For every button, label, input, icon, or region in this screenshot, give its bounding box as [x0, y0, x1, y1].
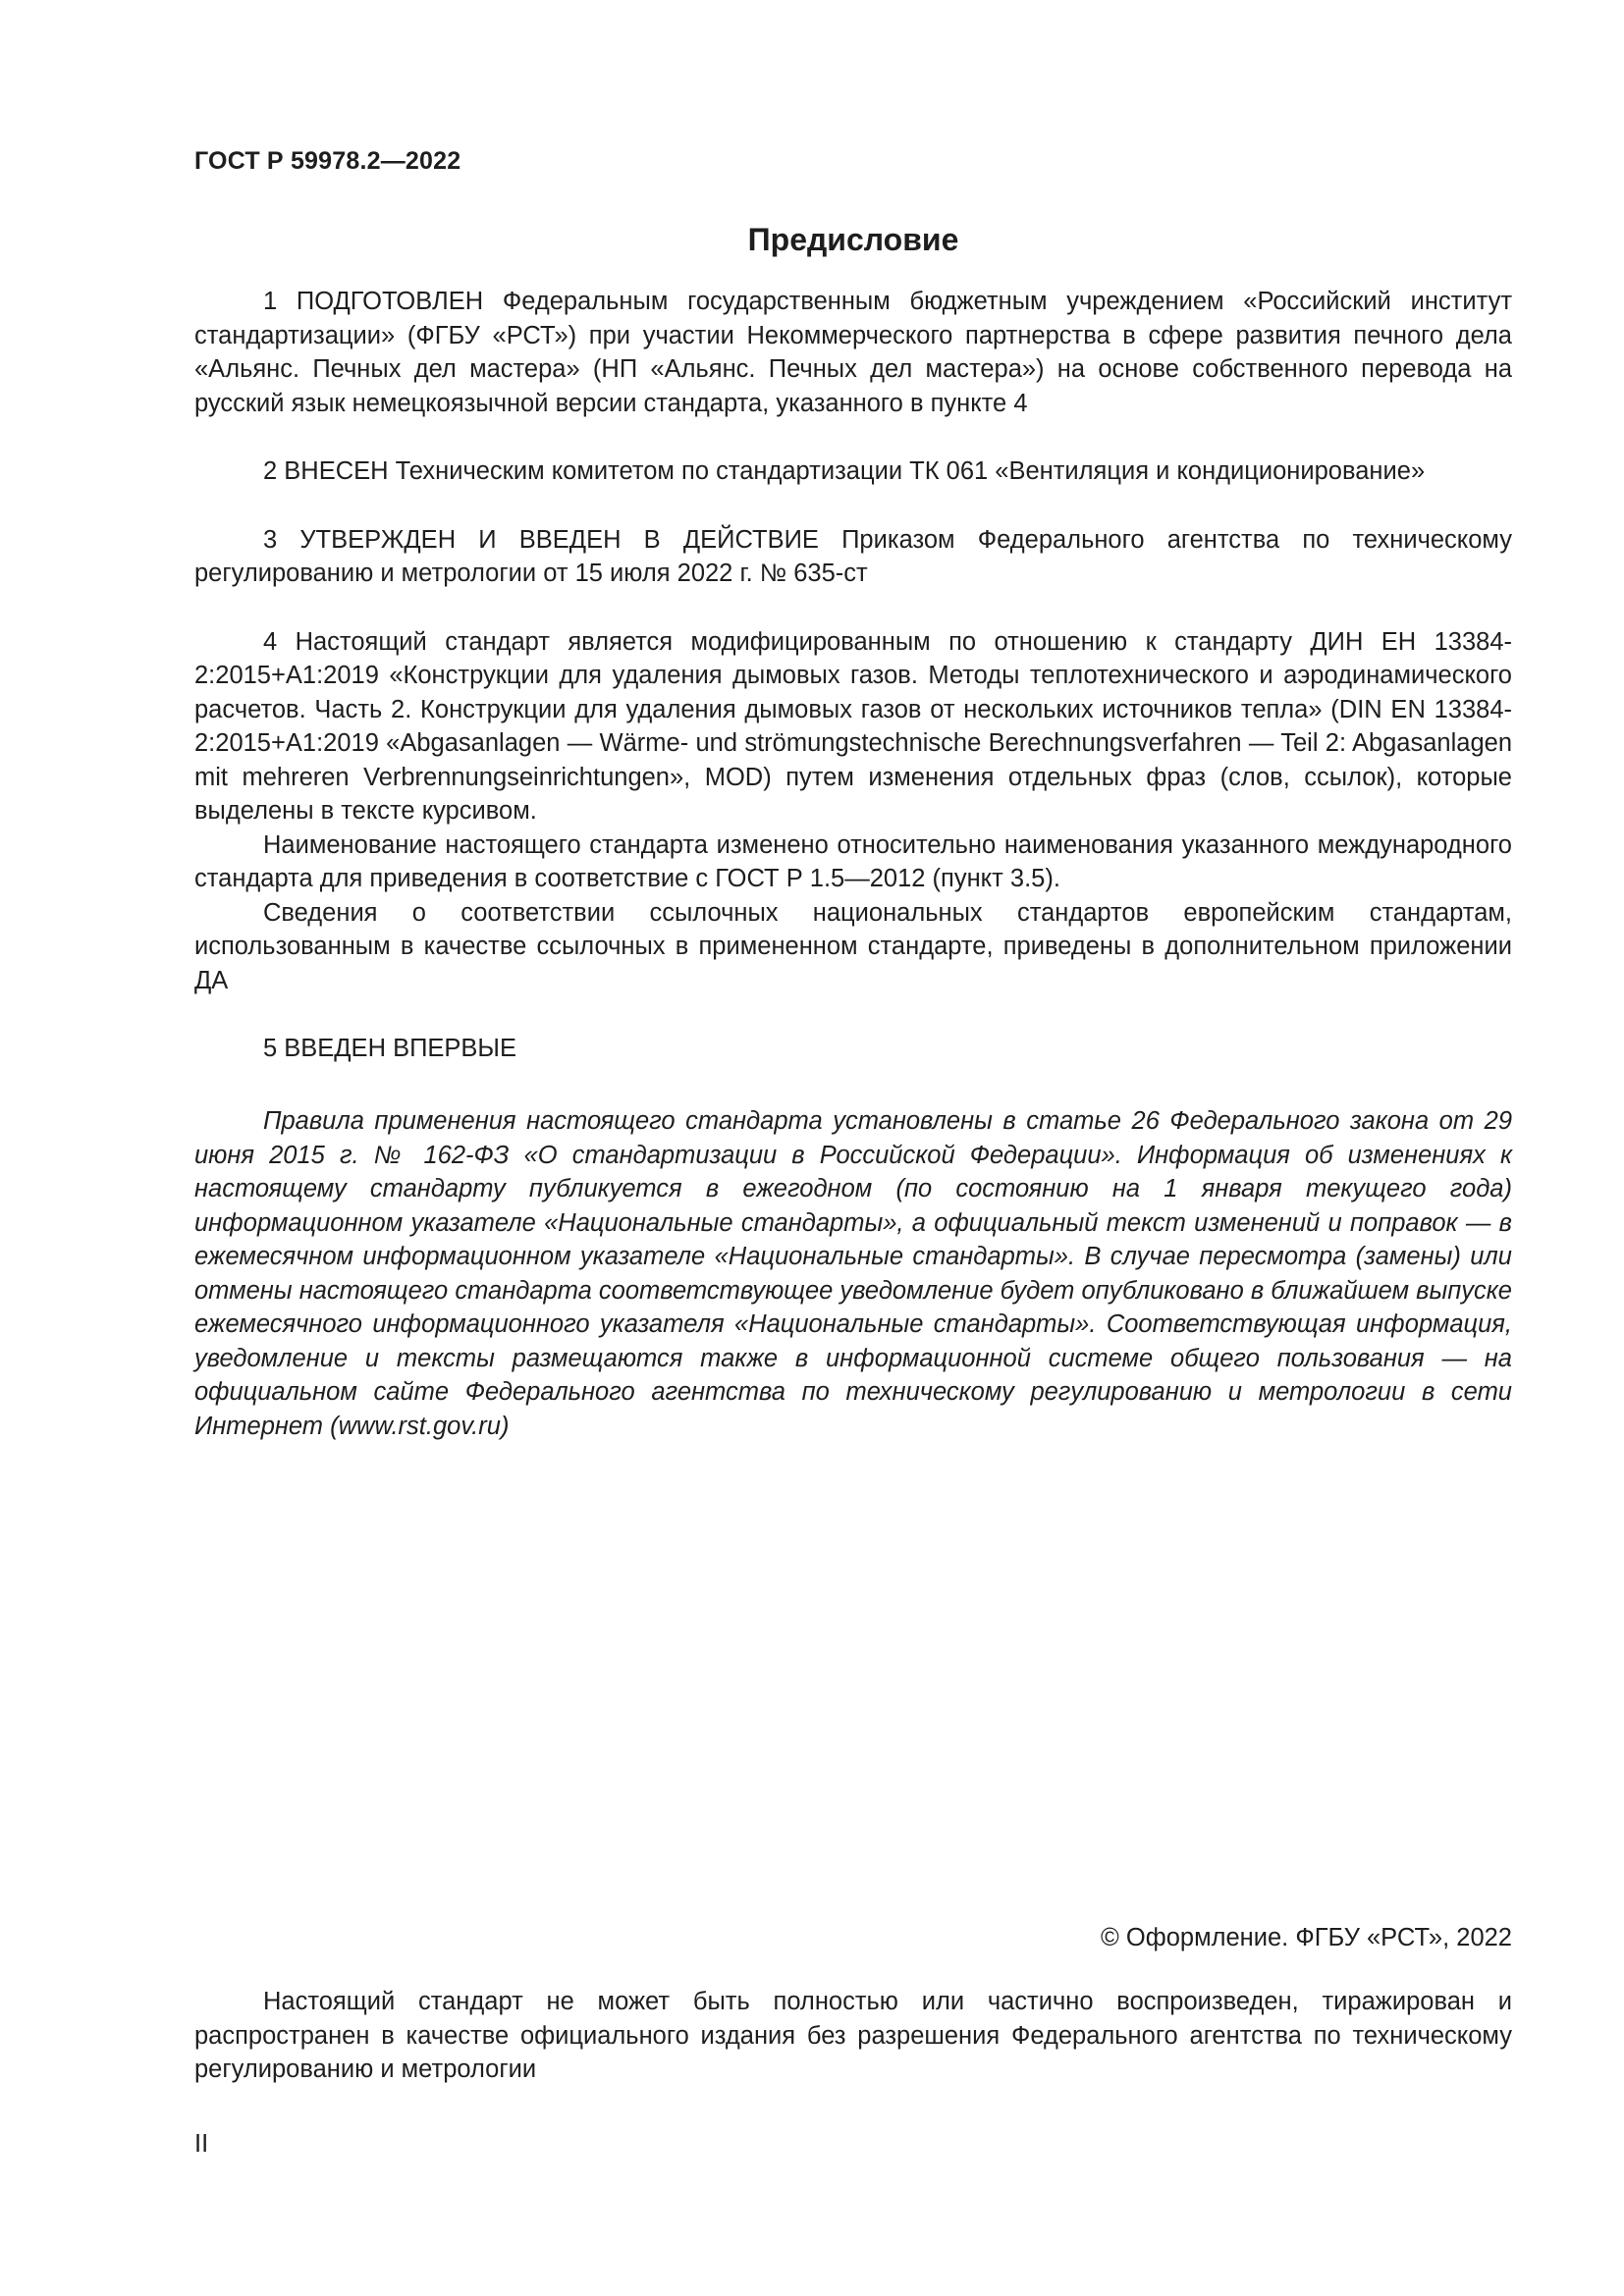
foreword-item-3: 3 УТВЕРЖДЕН И ВВЕДЕН В ДЕЙСТВИЕ Приказом Федерального агентства по техническому регулированию и метрологии от 15 июля 2022 г. № 635-ст [194, 525, 1512, 587]
foreword-item-1: 1 ПОДГОТОВЛЕН Федеральным государственным бюджетным учреждением «Российский институт стандартизации» (ФГБУ «РСТ») при участии Некоммерческого партнерства в сфере развития печного дела «Альянс. Печных дел мастера» (НП «Альянс. Печных дел мастера») на основе собственного перевода на русский язык немецкоязычной версии стандарта, указанного в пункте 4 [194, 288, 1512, 417]
page-title: Предисловие [747, 222, 959, 257]
application-rules-notice [194, 1104, 1512, 1443]
foreword-item-4-references-note: Сведения о соответствии ссылочных национальных стандартов европейским стандартам, использованным в качестве ссылочных в примененном стандарте, приведены в дополнительном приложении ДА [194, 898, 1512, 994]
foreword-body [194, 285, 1512, 1066]
legal-text: Настоящий стандарт не может быть полностью или частично воспроизведен, тиражирован и распространен в качестве официального издания без разрешения Федерального агентства по техническому регулированию и метрологии [194, 1988, 1512, 2083]
document-code: ГОСТ Р 59978.2—2022 [194, 147, 461, 175]
reproduction-restriction [194, 1985, 1512, 2087]
foreword-item-5: 5 ВВЕДЕН ВПЕРВЫЕ [263, 1035, 517, 1062]
foreword-item-4: 4 Настоящий стандарт является модифицированным по отношению к стандарту ДИН ЕН 13384-2:2015+А1:2019 «Конструкции для удаления дымовых газов. Методы теплотехнического и аэродинамического расчетов. Часть 2. Конструкции для удаления дымовых газов от нескольких источников тепла» (DIN EN 13384-2:2015+A1:2019 «Abgasanlagen — Wärme- und strömungstechnische Berechnungsverfahren — Teil 2: Abgasanlagen mit mehreren Verbrennungseinrichtungen», MOD) путем изменения отдельных фраз (слов, ссылок), которые выделены в тексте курсивом. [194, 627, 1512, 825]
page-number: II [194, 2130, 209, 2158]
foreword-item-2: 2 ВНЕСЕН Техническим комитетом по стандартизации ТК 061 «Вентиляция и кондиционирование» [263, 457, 1426, 485]
foreword-item-4-name-note: Наименование настоящего стандарта изменено относительно наименования указанного международного стандарта для приведения в соответствие с ГОСТ Р 1.5—2012 (пункт 3.5). [194, 830, 1512, 892]
copyright-line: © Оформление. ФГБУ «РСТ», 2022 [1101, 1924, 1512, 1951]
notice-text: Правила применения настоящего стандарта установлены в статье 26 Федерального закона от 29 июня 2015 г. № 162-ФЗ «О стандартизации в Российской Федерации». Информация об изменениях к настоящему стандарту публикуется в ежегодном (по состоянию на 1 января текущего года) информационном указателе «Национальные стандарты», а официальный текст изменений и поправок — в ежемесячном информационном указателе «Национальные стандарты». В случае пересмотра (замены) или отмены настоящего стандарта соответствующее уведомление будет опубликовано в ближайшем выпуске ежемесячного информационного указателя «Национальные стандарты». Соответствующая информация, уведомление и тексты размещаются также в информационной системе общего пользования — на официальном сайте Федерального агентства по техническому регулированию и метрологии в сети Интернет (www.rst.gov.ru) [194, 1107, 1512, 1440]
